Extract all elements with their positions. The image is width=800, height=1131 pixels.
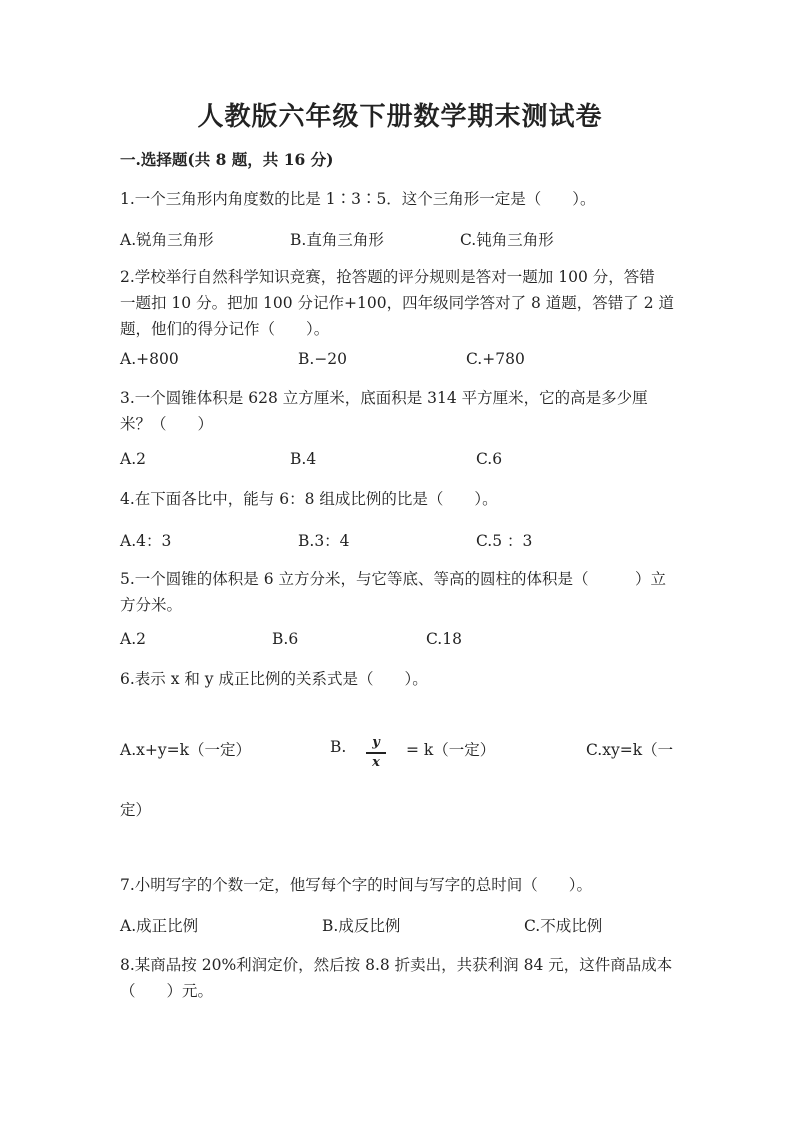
question-3-option-a[interactable]: A.2 bbox=[120, 450, 146, 468]
question-1-option-c[interactable]: C.钝角三角形 bbox=[460, 231, 554, 249]
question-line: 米？（ ） bbox=[120, 415, 214, 433]
question-4-option-b[interactable]: B.3：4 bbox=[298, 532, 350, 550]
question-line: 8.某商品按 20%利润定价，然后按 8.8 折卖出，共获利润 84 元，这件商品成本 bbox=[120, 956, 673, 974]
question-6-option-a[interactable]: A.x+y=k（一定） bbox=[120, 741, 251, 759]
question-5-stem bbox=[120, 566, 680, 618]
fraction-denominator: x bbox=[372, 754, 380, 770]
question-line: 4.在下面各比中，能与 6：8 组成比例的比是（ ）。 bbox=[120, 490, 498, 508]
question-7-option-c[interactable]: C.不成比例 bbox=[524, 917, 603, 935]
question-7-option-b[interactable]: B.成反比例 bbox=[322, 917, 401, 935]
question-4-option-a[interactable]: A.4：3 bbox=[120, 532, 172, 550]
question-line: 7.小明写字的个数一定，他写每个字的时间与写字的总时间（ ）。 bbox=[120, 876, 593, 894]
question-6-option-c-continued: 定） bbox=[120, 801, 152, 819]
question-6-option-b-equation: = k（一定） bbox=[406, 741, 496, 759]
question-6-option-b[interactable]: B. bbox=[330, 738, 347, 756]
question-8-stem bbox=[120, 952, 680, 1004]
question-4-stem bbox=[120, 486, 680, 512]
question-2-stem bbox=[120, 264, 680, 342]
question-1-option-b[interactable]: B.直角三角形 bbox=[290, 231, 384, 249]
question-line: 6.表示 x 和 y 成正比例的关系式是（ ）。 bbox=[120, 670, 428, 688]
question-2-option-c[interactable]: C.+780 bbox=[466, 350, 525, 368]
question-6-stem bbox=[120, 666, 680, 692]
question-7-stem bbox=[120, 872, 680, 898]
fraction-bar bbox=[366, 752, 386, 754]
question-4-option-c[interactable]: C.5 ：3 bbox=[476, 532, 533, 550]
question-line: （ ）元。 bbox=[120, 982, 214, 1000]
question-line: 2.学校举行自然科学知识竞赛，抢答题的评分规则是答对一题加 100 分，答错 bbox=[120, 268, 655, 286]
question-7-option-a[interactable]: A.成正比例 bbox=[120, 917, 199, 935]
question-6-option-c[interactable]: C.xy=k（一 bbox=[586, 741, 674, 759]
question-5-option-c[interactable]: C.18 bbox=[426, 630, 462, 648]
question-line: 题，他们的得分记作（ ）。 bbox=[120, 320, 330, 338]
question-1-stem bbox=[120, 186, 680, 212]
question-line: 方分米。 bbox=[120, 596, 183, 614]
question-5-option-a[interactable]: A.2 bbox=[120, 630, 146, 648]
question-3-option-c[interactable]: C.6 bbox=[476, 450, 503, 468]
question-line: 1.一个三角形内角度数的比是 1∶3∶5．这个三角形一定是（ ）。 bbox=[120, 190, 596, 208]
fraction-numerator: y bbox=[372, 735, 380, 750]
question-line: 3.一个圆锥体积是 628 立方厘米，底面积是 314 平方厘米，它的高是多少厘 bbox=[120, 389, 648, 407]
question-2-option-b[interactable]: B.−20 bbox=[298, 350, 348, 368]
page-title: 人教版六年级下册数学期末测试卷 bbox=[197, 102, 603, 132]
question-3-stem bbox=[120, 385, 680, 437]
question-3-option-b[interactable]: B.4 bbox=[290, 450, 317, 468]
question-line: 一题扣 10 分。把加 100 分记作+100，四年级同学答对了 8 道题，答错了 2 道 bbox=[120, 294, 675, 312]
question-line: 5.一个圆锥的体积是 6 立方分米，与它等底、等高的圆柱的体积是（ ）立 bbox=[120, 570, 667, 588]
question-2-option-a[interactable]: A.+800 bbox=[120, 350, 179, 368]
question-1-option-a[interactable]: A.锐角三角形 bbox=[120, 231, 214, 249]
section-heading: 一.选择题(共 8 题，共 16 分) bbox=[120, 150, 334, 169]
fraction-y-over-x bbox=[366, 735, 386, 770]
question-5-option-b[interactable]: B.6 bbox=[272, 630, 299, 648]
